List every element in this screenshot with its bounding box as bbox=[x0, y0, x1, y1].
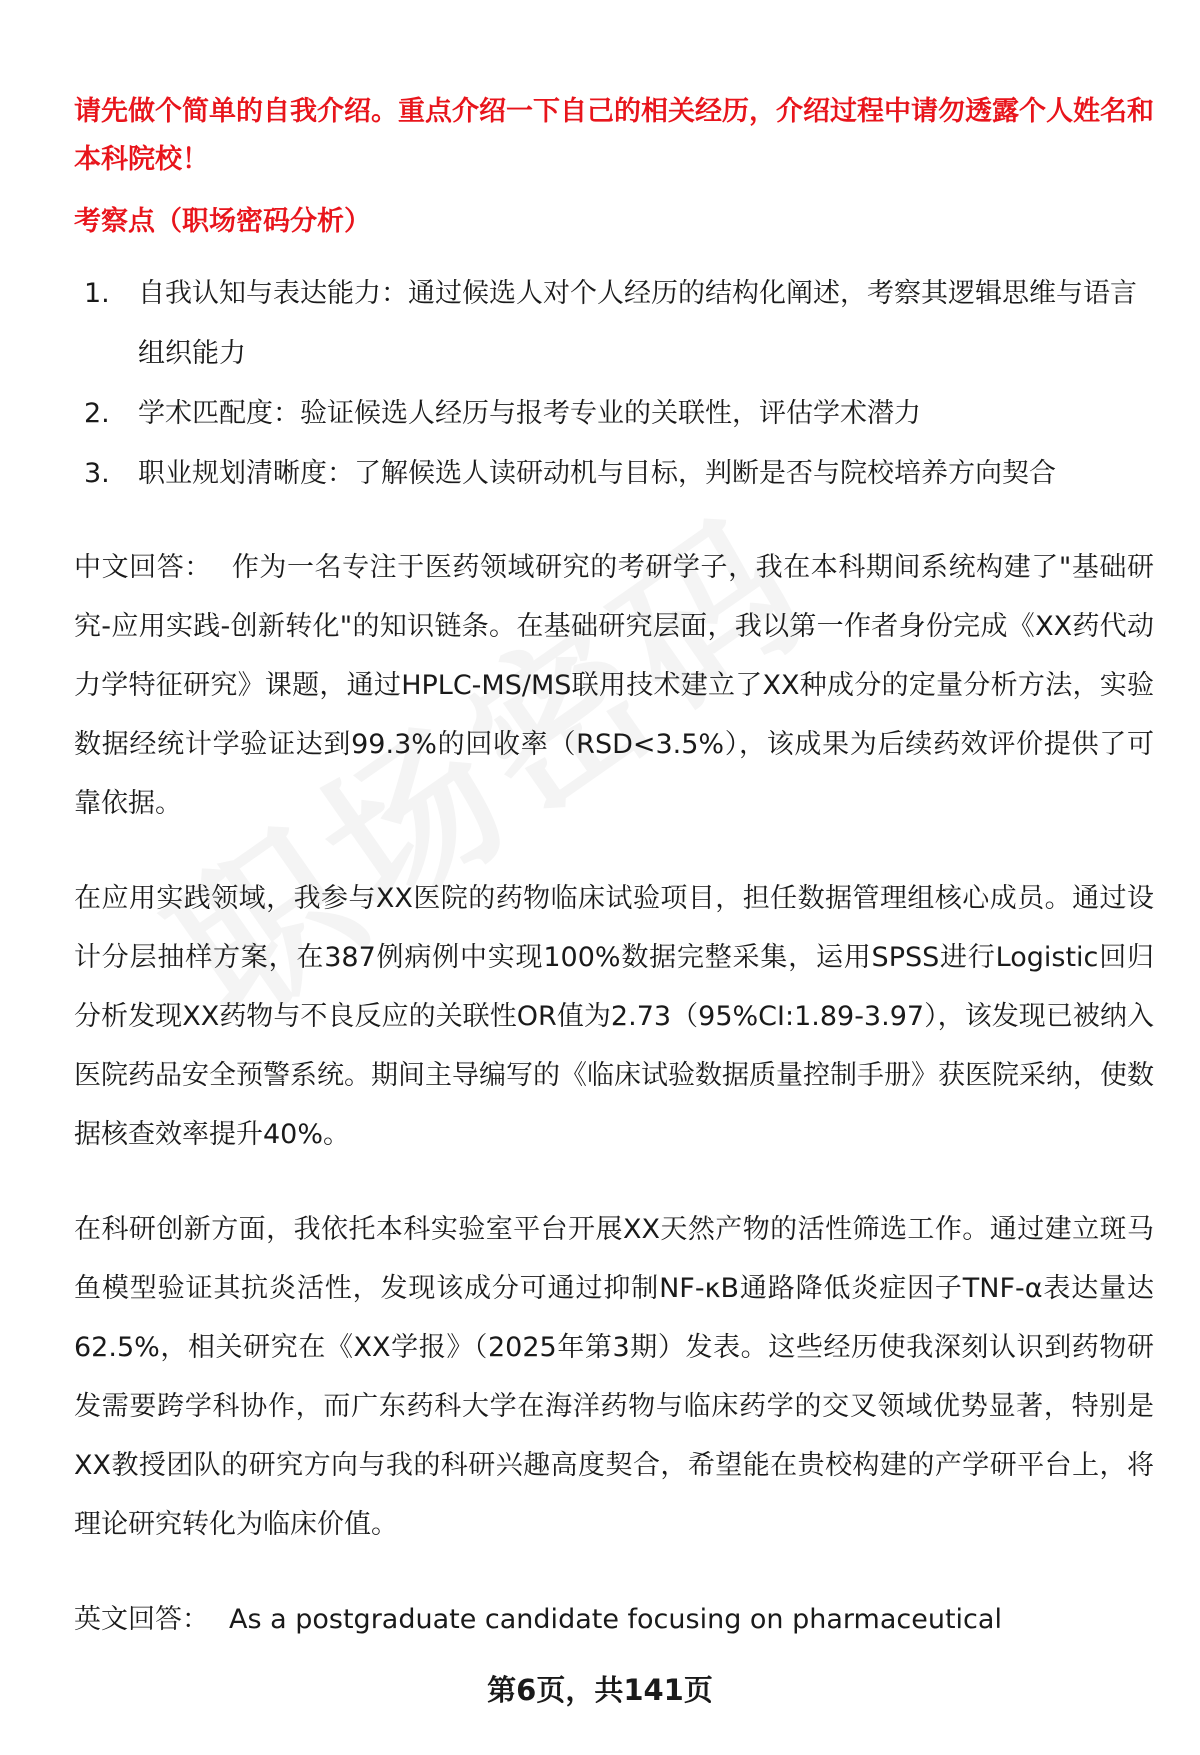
english-answer-label: 英文回答： bbox=[74, 1604, 209, 1635]
interview-question: 请先做个简单的自我介绍。重点介绍一下自己的相关经历，介绍过程中请勿透露个人姓名和本科院校！ bbox=[74, 96, 1154, 175]
chinese-answer-label: 中文回答： bbox=[74, 552, 212, 583]
chinese-answer-paragraph-1 bbox=[74, 538, 1154, 833]
paragraph-text: As a postgraduate candidate focusing on pharmaceutical bbox=[229, 1604, 1002, 1635]
list-item-text: 学术匹配度：验证候选人经历与报考专业的关联性，评估学术潜力 bbox=[138, 398, 921, 429]
section-title: 考察点（职场密码分析） bbox=[74, 206, 371, 237]
chinese-answer-paragraph-2: 在应用实践领域，我参与XX医院的药物临床试验项目，担任数据管理组核心成员。通过设计分层抽样方案，在387例病例中实现100%数据完整采集，运用SPSS进行Logistic回归分析发现XX药物与不良反应的关联性OR值为2.73（95%CI:1.89-3.97），该发现已被纳入医院药品安全预警系统。期间主导编写的《临床试验数据质量控制手册》获医院采纳，使数据核查效率提升40%。 bbox=[74, 883, 1154, 1150]
list-item-text: 自我认知与表达能力：通过候选人对个人经历的结构化阐述，考察其逻辑思维与语言组织能力 bbox=[138, 278, 1137, 369]
assessment-points-list bbox=[74, 264, 1154, 504]
page-number: 第6页，共141页 bbox=[487, 1673, 713, 1707]
list-item-number: 3. bbox=[84, 458, 110, 489]
list-item-number: 1. bbox=[84, 278, 110, 309]
document-page bbox=[74, 88, 1154, 1649]
list-item bbox=[84, 264, 1154, 384]
chinese-answer-paragraph-3: 在科研创新方面，我依托本科实验室平台开展XX天然产物的活性筛选工作。通过建立斑马鱼模型验证其抗炎活性，发现该成分可通过抑制NF-κB通路降低炎症因子TNF-α表达量达62.5%，相关研究在《XX学报》（2025年第3期）发表。这些经历使我深刻认识到药物研发需要跨学科协作，而广东药科大学在海洋药物与临床药学的交叉领域优势显著，特别是XX教授团队的研究方向与我的科研兴趣高度契合，希望能在贵校构建的产学研平台上，将理论研究转化为临床价值。 bbox=[74, 1214, 1154, 1540]
list-item-number: 2. bbox=[84, 398, 110, 429]
list-item bbox=[84, 384, 1154, 444]
list-item-text: 职业规划清晰度：了解候选人读研动机与目标，判断是否与院校培养方向契合 bbox=[138, 458, 1056, 489]
english-answer-paragraph bbox=[74, 1590, 1154, 1649]
list-item bbox=[84, 444, 1154, 504]
paragraph-text: 作为一名专注于医药领域研究的考研学子，我在本科期间系统构建了"基础研究-应用实践-创新转化"的知识链条。在基础研究层面，我以第一作者身份完成《XX药代动力学特征研究》课题，通过HPLC-MS/MS联用技术建立了XX种成分的定量分析方法，实验数据经统计学验证达到99.3%的回收率（RSD<3.5%），该成果为后续药效评价提供了可靠依据。 bbox=[74, 552, 1155, 819]
